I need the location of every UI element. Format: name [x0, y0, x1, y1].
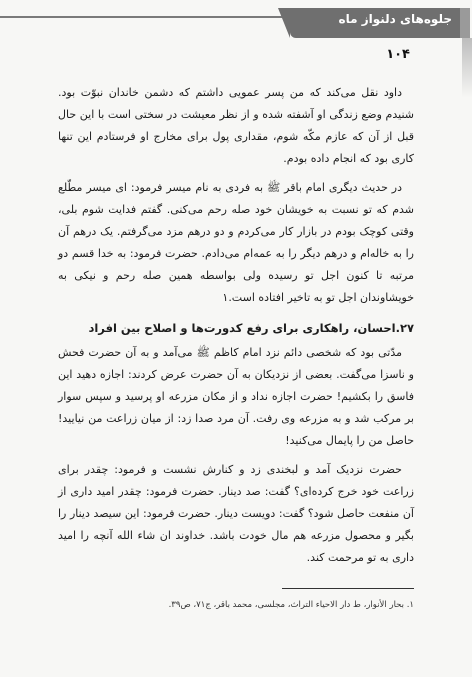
running-title: جلوه‌های دلنواز ماه [338, 12, 452, 26]
footnote: ۱. بحار الأنوار، ط دار الاحیاء التراث، مجلسی، محمد باقر، ج۷۱، ص۳۹. [168, 600, 414, 610]
paragraph-2: در حدیث دیگری امام باقر ﷺ به فردی به نام میسر فرمود: ای میسر مطّلع شدم که تو نسبت به خویشان خود صله رحم می‌کنی. گفتم فدایت شوم بلی، وقتی کوچک بودم در بازار کار می‌کردم و دو درهم مزد می‌گرفتم. یک درهم آن را به خاله‌ام و درهم دیگر را به عمه‌ام می‌دادم. حضرت فرمود: به خدا قسم دو مرتبه تا کنون اجل تو رسیده ولی بواسطه همین صله رحم و نیکی به خویشاوندان اجل تو به تاخیر افتاده است.۱ [58, 181, 414, 304]
footnote-divider [282, 588, 414, 589]
page-number: ۱۰۴ [386, 47, 410, 62]
body-text [58, 82, 414, 576]
page-edge-shade [462, 38, 472, 98]
paragraph-3: مدّتی بود که شخصی دائم نزد امام کاظم ﷺ می‌آمد و به آن حضرت فحش و ناسزا می‌گفت. بعضی از نزدیکان به آن حضرت عرض کردند: اجازه دهید این فاسق را بکشیم! حضرت اجازه نداد و از مکان مزرعه او پرسید و سپس سوار بر مرکب شد و به مزرعه وی رفت. آن مرد صدا زد: از میان زراعت من نیایید! حاصل من را پایمال می‌کنید! [58, 346, 414, 447]
paragraph-4: حضرت نزدیک آمد و لبخندی زد و کنارش نشست و فرمود: چقدر برای زراعت خود خرج کرده‌ای؟ گفت: صد دینار. حضرت فرمود: چقدر امید داری از آن منفعت حاصل شود؟ گفت: دویست دینار. حضرت فرمود: این سیصد دینار را بگیر و محصول مزرعه هم مال خودت باشد. خداوند ان شاء الله آنچه را امید داری به تو مرحمت کند. [58, 463, 414, 564]
paragraph-1: داود نقل می‌کند که من پسر عمویی داشتم که دشمن خاندان نبوّت بود. شنیدم وضع زندگی او آشفته شده و از نظر معیشت در سختی است با این حال قبل از آن که عازم مکّه شوم، مقداری پول برای مخارج او فرستادم این تنها کاری بود که انجام داده بودم. [58, 86, 414, 165]
page-header [0, 0, 472, 62]
section-heading: ۲۷.احسان، راهکاری برای رفع کدورت‌ها و اصلاح بین افراد [88, 321, 414, 335]
